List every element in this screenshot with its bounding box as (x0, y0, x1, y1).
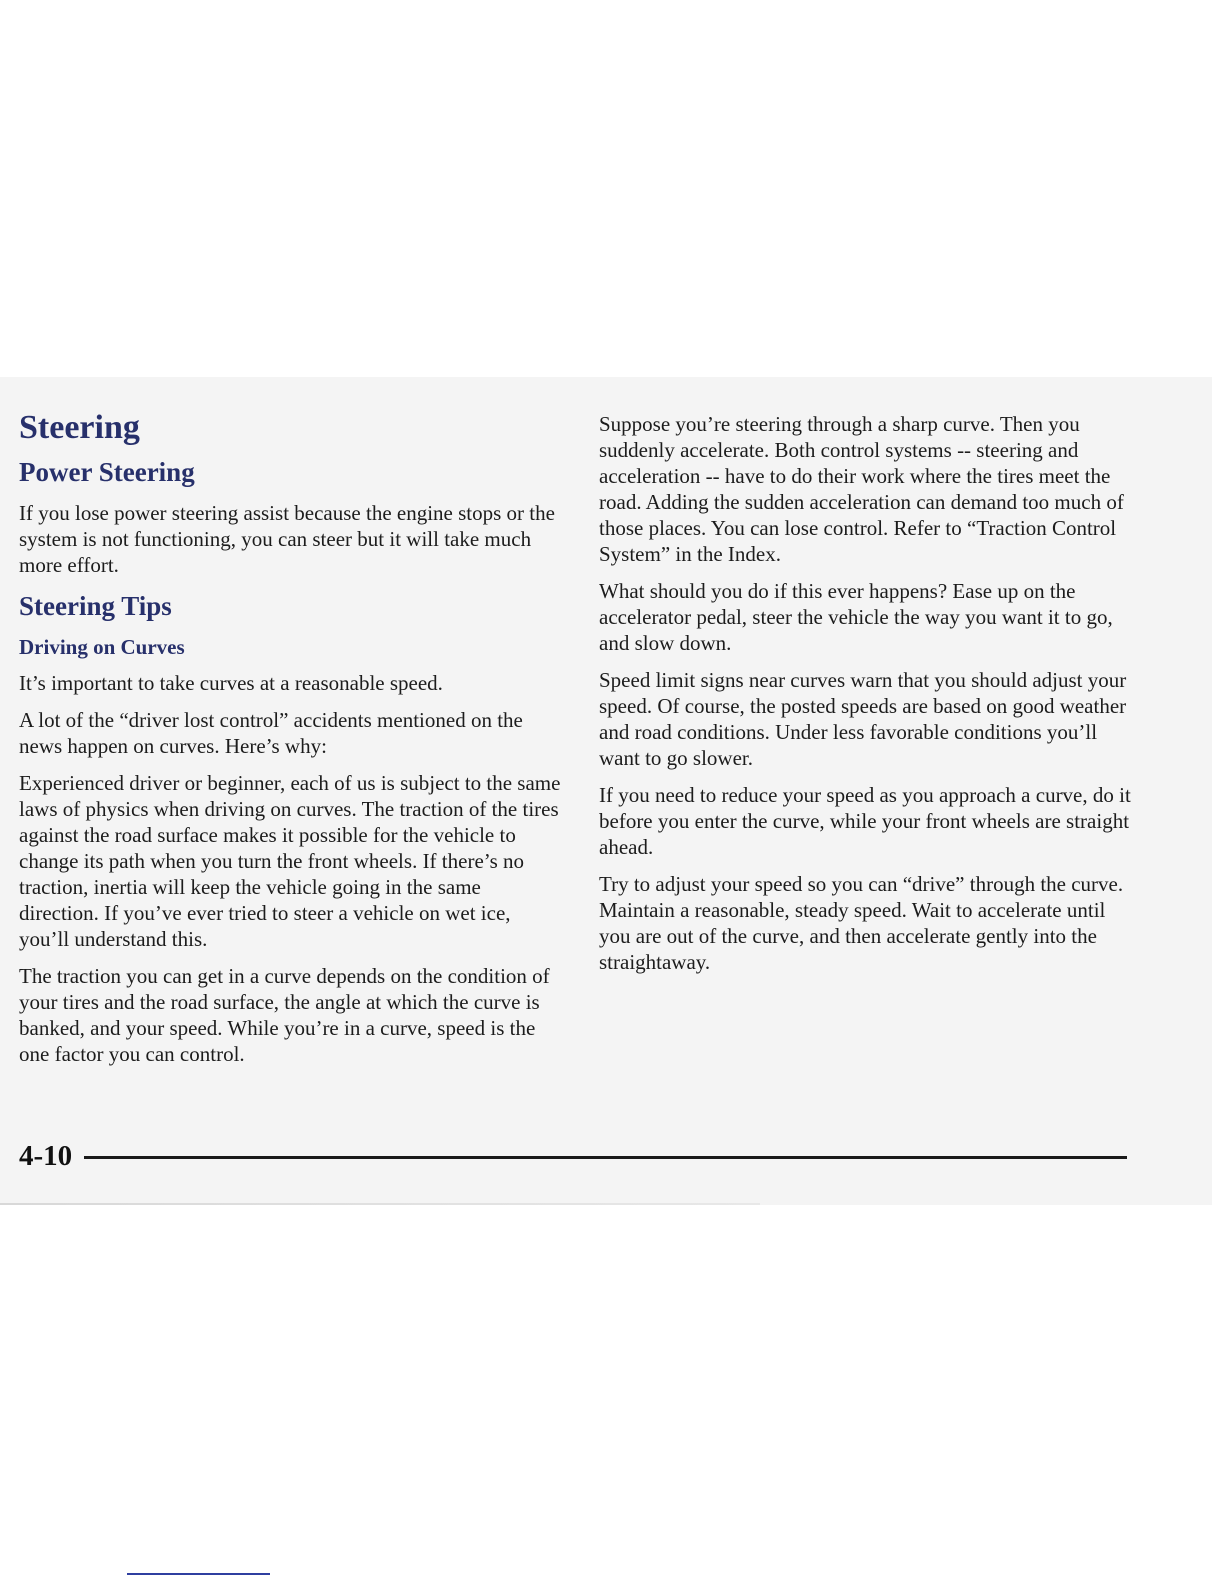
right-paragraph-1: Suppose you’re steering through a sharp curve. Then you suddenly accelerate. Both control systems -- steering and acceleration -- have to do their work where the tires meet the road. Adding the sudden acceleration can demand too much of those places. You can lose control. Refer to “Traction Control System” in the Index. (599, 412, 1124, 566)
power-steering-heading: Power Steering (19, 457, 195, 487)
driving-on-curves-subheading: Driving on Curves (19, 635, 185, 659)
left-column (19, 408, 564, 1078)
right-paragraph-3: Speed limit signs near curves warn that you should adjust your speed. Of course, the posted speeds are based on good weather and road conditions. Under less favorable conditions you’ll want to go slower. (599, 668, 1127, 770)
right-paragraph-4: If you need to reduce your speed as you approach a curve, do it before you enter the curve, while your front wheels are straight ahead. (599, 783, 1131, 859)
right-paragraph-5: Try to adjust your speed so you can “drive” through the curve. Maintain a reasonable, steady speed. Wait to accelerate until you are out of the curve, and then accelerate gently into the straightaway. (599, 872, 1124, 974)
page-title: Steering (19, 409, 140, 446)
curves-paragraph-4: The traction you can get in a curve depends on the condition of your tires and the road surface, the angle at which the curve is banked, and your speed. While you’re in a curve, speed is the one factor you can control. (19, 964, 550, 1066)
curves-paragraph-2: A lot of the “driver lost control” accidents mentioned on the news happen on curves. Here’s why: (19, 708, 523, 758)
band-bottom-edge (0, 1203, 760, 1205)
right-paragraph-2: What should you do if this ever happens? Ease up on the accelerator pedal, steer the vehicle the way you want it to go, and slow down. (599, 579, 1113, 655)
power-steering-body: If you lose power steering assist because the engine stops or the system is not functioning, you can steer but it will take much more effort. (19, 501, 555, 577)
link-underline[interactable] (127, 1573, 270, 1575)
steering-tips-heading: Steering Tips (19, 591, 172, 621)
curves-paragraph-3: Experienced driver or beginner, each of us is subject to the same laws of physics when driving on curves. The traction of the tires against the road surface makes it possible for the vehicle to change its path when you turn the front wheels. If there’s no traction, inertia will keep the vehicle going in the same direction. If you’ve ever tried to steer a vehicle on wet ice, you’ll understand this. (19, 771, 561, 951)
curves-paragraph-1: It’s important to take curves at a reasonable speed. (19, 671, 443, 695)
page-number: 4-10 (19, 1140, 73, 1172)
right-column (599, 411, 1139, 986)
footer-rule (84, 1156, 1127, 1159)
